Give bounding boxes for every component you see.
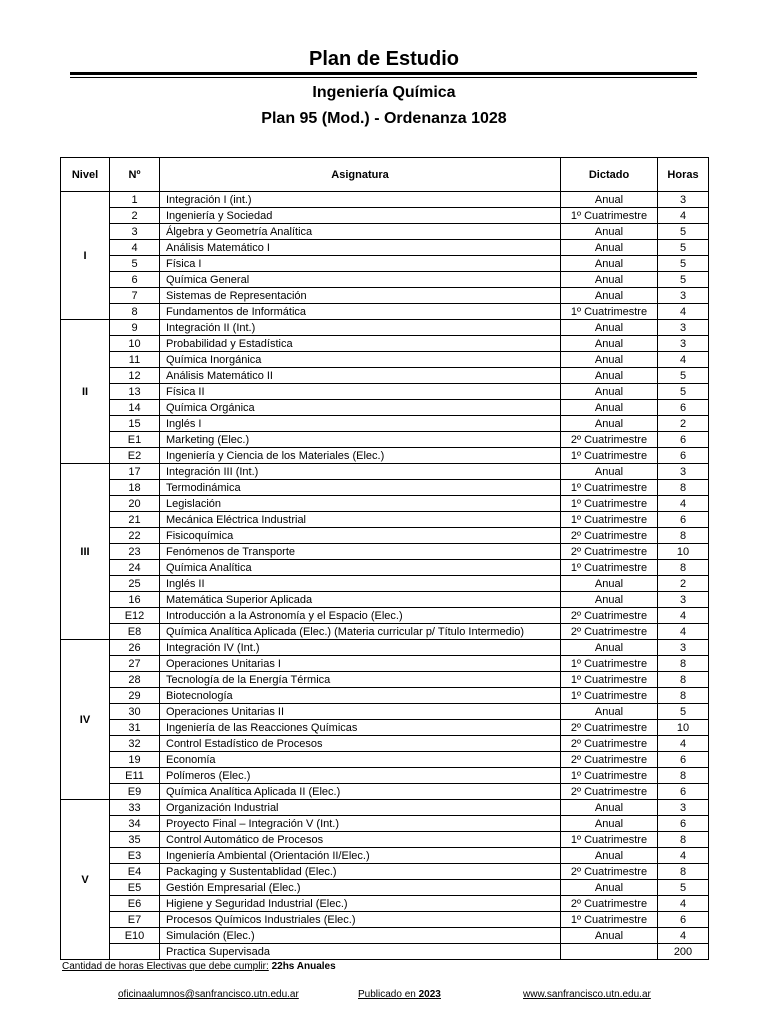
- subject-name: Química General: [160, 272, 561, 288]
- subject-schedule: Anual: [561, 816, 658, 832]
- subject-name: Biotecnología: [160, 688, 561, 704]
- subject-hours: 4: [658, 928, 709, 944]
- subject-schedule: Anual: [561, 224, 658, 240]
- subject-hours: 3: [658, 800, 709, 816]
- subject-schedule: Anual: [561, 592, 658, 608]
- subject-number: 23: [110, 544, 160, 560]
- subject-schedule: Anual: [561, 464, 658, 480]
- subject-number: 6: [110, 272, 160, 288]
- subject-hours: 3: [658, 336, 709, 352]
- subject-name: Ingeniería y Ciencia de los Materiales (Elec.): [160, 448, 561, 464]
- subject-number: E7: [110, 912, 160, 928]
- table-row: [61, 304, 709, 320]
- subject-number: 24: [110, 560, 160, 576]
- subject-schedule: 1º Cuatrimestre: [561, 496, 658, 512]
- table-body: [61, 192, 709, 960]
- level-cell: IV: [61, 640, 110, 800]
- subject-name: Inglés I: [160, 416, 561, 432]
- table-row: [61, 640, 709, 656]
- published-year: 2023: [418, 989, 441, 1000]
- subject-schedule: Anual: [561, 384, 658, 400]
- subject-name: Polímeros (Elec.): [160, 768, 561, 784]
- subject-schedule: 2º Cuatrimestre: [561, 896, 658, 912]
- table-row: [61, 736, 709, 752]
- subject-hours: 5: [658, 368, 709, 384]
- electives-value: 22hs Anuales: [271, 961, 336, 972]
- subject-hours: 4: [658, 352, 709, 368]
- subject-number: 16: [110, 592, 160, 608]
- subject-hours: 6: [658, 816, 709, 832]
- subject-hours: 3: [658, 464, 709, 480]
- page-title: Plan de Estudio: [308, 48, 460, 70]
- subject-hours: 5: [658, 384, 709, 400]
- subject-schedule: 1º Cuatrimestre: [561, 304, 658, 320]
- subject-hours: 3: [658, 192, 709, 208]
- subject-hours: 6: [658, 784, 709, 800]
- subject-hours: 5: [658, 704, 709, 720]
- subject-name: Álgebra y Geometría Analítica: [160, 224, 561, 240]
- subject-hours: 4: [658, 624, 709, 640]
- subject-hours: 6: [658, 912, 709, 928]
- subject-number: 13: [110, 384, 160, 400]
- col-header-asignatura: Asignatura: [160, 158, 561, 192]
- subject-name: Packaging y Sustentablidad (Elec.): [160, 864, 561, 880]
- subject-number: 17: [110, 464, 160, 480]
- table-row: [61, 704, 709, 720]
- subject-hours: 4: [658, 208, 709, 224]
- published-label: Publicado en: [358, 989, 416, 1000]
- subject-number: 7: [110, 288, 160, 304]
- subject-number: 25: [110, 576, 160, 592]
- subject-name: Química Analítica Aplicada (Elec.) (Materia curricular p/ Título Intermedio): [160, 624, 561, 640]
- subject-number: 3: [110, 224, 160, 240]
- subject-number: 4: [110, 240, 160, 256]
- table-row: [61, 720, 709, 736]
- subject-schedule: [561, 944, 658, 960]
- subject-name: Higiene y Seguridad Industrial (Elec.): [160, 896, 561, 912]
- subject-number: 20: [110, 496, 160, 512]
- subject-schedule: Anual: [561, 928, 658, 944]
- col-header-horas: Horas: [658, 158, 709, 192]
- subject-name: Procesos Químicos Industriales (Elec.): [160, 912, 561, 928]
- subject-name: Marketing (Elec.): [160, 432, 561, 448]
- subject-name: Inglés II: [160, 576, 561, 592]
- subject-number: E12: [110, 608, 160, 624]
- table-row: [61, 512, 709, 528]
- subject-hours: 5: [658, 240, 709, 256]
- subject-schedule: 2º Cuatrimestre: [561, 864, 658, 880]
- subject-name: Física II: [160, 384, 561, 400]
- table-row: [61, 880, 709, 896]
- table-row: [61, 320, 709, 336]
- subject-schedule: Anual: [561, 288, 658, 304]
- subject-schedule: 1º Cuatrimestre: [561, 208, 658, 224]
- subject-schedule: Anual: [561, 704, 658, 720]
- table-row: [61, 384, 709, 400]
- website-link[interactable]: www.sanfrancisco.utn.edu.ar: [523, 989, 651, 1000]
- subject-name: Ingeniería de las Reacciones Químicas: [160, 720, 561, 736]
- subject-number: 31: [110, 720, 160, 736]
- electives-note: [62, 961, 336, 972]
- subject-schedule: 1º Cuatrimestre: [561, 912, 658, 928]
- subject-schedule: 2º Cuatrimestre: [561, 784, 658, 800]
- subject-hours: 8: [658, 560, 709, 576]
- subject-number: 21: [110, 512, 160, 528]
- subject-number: 11: [110, 352, 160, 368]
- subject-schedule: 2º Cuatrimestre: [561, 736, 658, 752]
- table-row: [61, 544, 709, 560]
- subject-name: Tecnología de la Energía Térmica: [160, 672, 561, 688]
- subject-name: Operaciones Unitarias II: [160, 704, 561, 720]
- subject-name: Ingeniería Ambiental (Orientación II/Elec.): [160, 848, 561, 864]
- subject-name: Fisicoquímica: [160, 528, 561, 544]
- subject-number: 18: [110, 480, 160, 496]
- subject-schedule: Anual: [561, 368, 658, 384]
- table-row: [61, 192, 709, 208]
- subject-number: 19: [110, 752, 160, 768]
- table-row: [61, 928, 709, 944]
- career-title: Ingeniería Química: [312, 84, 456, 101]
- subject-name: Análisis Matemático I: [160, 240, 561, 256]
- subject-hours: 2: [658, 416, 709, 432]
- subject-hours: 4: [658, 496, 709, 512]
- subject-number: 28: [110, 672, 160, 688]
- subject-number: 10: [110, 336, 160, 352]
- col-header-nivel: Nivel: [61, 158, 110, 192]
- table-row: [61, 352, 709, 368]
- subject-schedule: 2º Cuatrimestre: [561, 752, 658, 768]
- subject-name: Integración II (Int.): [160, 320, 561, 336]
- subject-name: Análisis Matemático II: [160, 368, 561, 384]
- subject-hours: 8: [658, 832, 709, 848]
- subject-number: [110, 944, 160, 960]
- title-rule-thick: [70, 72, 697, 75]
- subject-name: Integración I (int.): [160, 192, 561, 208]
- table-row: [61, 272, 709, 288]
- subject-number: E6: [110, 896, 160, 912]
- table-row: [61, 656, 709, 672]
- table-row: [61, 944, 709, 960]
- subject-schedule: Anual: [561, 640, 658, 656]
- subject-number: 9: [110, 320, 160, 336]
- subject-number: E8: [110, 624, 160, 640]
- subject-hours: 4: [658, 304, 709, 320]
- subject-name: Química Analítica Aplicada II (Elec.): [160, 784, 561, 800]
- table-row: [61, 832, 709, 848]
- subject-name: Probabilidad y Estadística: [160, 336, 561, 352]
- subject-name: Integración IV (Int.): [160, 640, 561, 656]
- table-row: [61, 208, 709, 224]
- table-row: [61, 576, 709, 592]
- subject-hours: 3: [658, 288, 709, 304]
- subject-number: 29: [110, 688, 160, 704]
- subject-number: E1: [110, 432, 160, 448]
- subject-hours: 3: [658, 592, 709, 608]
- subject-hours: 3: [658, 320, 709, 336]
- table-row: [61, 224, 709, 240]
- table-row: [61, 416, 709, 432]
- subject-number: E5: [110, 880, 160, 896]
- subject-name: Sistemas de Representación: [160, 288, 561, 304]
- level-cell: I: [61, 192, 110, 320]
- subject-schedule: Anual: [561, 352, 658, 368]
- study-plan-table: [60, 157, 709, 960]
- subject-number: 8: [110, 304, 160, 320]
- table-row: [61, 368, 709, 384]
- subject-name: Introducción a la Astronomía y el Espacio (Elec.): [160, 608, 561, 624]
- subject-schedule: 1º Cuatrimestre: [561, 560, 658, 576]
- table-row: [61, 912, 709, 928]
- published-note: [358, 989, 441, 1000]
- col-header-numero: Nº: [110, 158, 160, 192]
- col-header-dictado: Dictado: [561, 158, 658, 192]
- subject-hours: 5: [658, 256, 709, 272]
- table-row: [61, 432, 709, 448]
- subject-name: Fundamentos de Informática: [160, 304, 561, 320]
- table-row: [61, 288, 709, 304]
- subject-hours: 3: [658, 640, 709, 656]
- subject-number: 27: [110, 656, 160, 672]
- subject-hours: 2: [658, 576, 709, 592]
- subject-hours: 6: [658, 752, 709, 768]
- subject-hours: 6: [658, 448, 709, 464]
- subject-schedule: 1º Cuatrimestre: [561, 656, 658, 672]
- subject-name: Simulación (Elec.): [160, 928, 561, 944]
- subject-name: Gestión Empresarial (Elec.): [160, 880, 561, 896]
- subject-hours: 200: [658, 944, 709, 960]
- subject-name: Control Automático de Procesos: [160, 832, 561, 848]
- subject-name: Organización Industrial: [160, 800, 561, 816]
- subject-hours: 4: [658, 608, 709, 624]
- subject-name: Proyecto Final – Integración V (Int.): [160, 816, 561, 832]
- table-row: [61, 752, 709, 768]
- subject-number: E10: [110, 928, 160, 944]
- subject-hours: 8: [658, 528, 709, 544]
- subject-number: 22: [110, 528, 160, 544]
- table-row: [61, 560, 709, 576]
- subject-hours: 8: [658, 656, 709, 672]
- table-row: [61, 256, 709, 272]
- table-header-row: [61, 158, 709, 192]
- table-row: [61, 464, 709, 480]
- subject-schedule: 2º Cuatrimestre: [561, 720, 658, 736]
- table-row: [61, 816, 709, 832]
- subject-hours: 4: [658, 736, 709, 752]
- subject-schedule: 2º Cuatrimestre: [561, 528, 658, 544]
- subject-name: Química Inorgánica: [160, 352, 561, 368]
- subject-name: Matemática Superior Aplicada: [160, 592, 561, 608]
- subject-schedule: 1º Cuatrimestre: [561, 688, 658, 704]
- subject-hours: 6: [658, 512, 709, 528]
- subject-hours: 4: [658, 848, 709, 864]
- table-row: [61, 480, 709, 496]
- subject-number: E4: [110, 864, 160, 880]
- table-row: [61, 496, 709, 512]
- subject-schedule: 2º Cuatrimestre: [561, 432, 658, 448]
- subject-number: E3: [110, 848, 160, 864]
- subject-schedule: 1º Cuatrimestre: [561, 768, 658, 784]
- subject-hours: 8: [658, 672, 709, 688]
- subject-number: 14: [110, 400, 160, 416]
- table-row: [61, 448, 709, 464]
- subject-schedule: Anual: [561, 400, 658, 416]
- table-row: [61, 528, 709, 544]
- subject-schedule: 1º Cuatrimestre: [561, 672, 658, 688]
- subject-schedule: Anual: [561, 576, 658, 592]
- subject-hours: 8: [658, 688, 709, 704]
- subject-number: 32: [110, 736, 160, 752]
- subject-schedule: 1º Cuatrimestre: [561, 480, 658, 496]
- subject-number: E2: [110, 448, 160, 464]
- table-row: [61, 400, 709, 416]
- subject-number: 30: [110, 704, 160, 720]
- subject-name: Ingeniería y Sociedad: [160, 208, 561, 224]
- subject-name: Legislación: [160, 496, 561, 512]
- plan-title: Plan 95 (Mod.) - Ordenanza 1028: [261, 110, 507, 127]
- subject-schedule: Anual: [561, 800, 658, 816]
- subject-number: 15: [110, 416, 160, 432]
- subject-schedule: 2º Cuatrimestre: [561, 544, 658, 560]
- subject-schedule: Anual: [561, 336, 658, 352]
- subject-name: Química Orgánica: [160, 400, 561, 416]
- subject-schedule: Anual: [561, 880, 658, 896]
- subject-schedule: Anual: [561, 320, 658, 336]
- subject-schedule: 2º Cuatrimestre: [561, 608, 658, 624]
- subject-name: Practica Supervisada: [160, 944, 561, 960]
- subject-name: Fenómenos de Transporte: [160, 544, 561, 560]
- subject-hours: 8: [658, 768, 709, 784]
- subject-name: Operaciones Unitarias I: [160, 656, 561, 672]
- subject-hours: 5: [658, 272, 709, 288]
- subject-number: 12: [110, 368, 160, 384]
- subject-number: E11: [110, 768, 160, 784]
- subject-hours: 5: [658, 224, 709, 240]
- table-row: [61, 848, 709, 864]
- table-row: [61, 672, 709, 688]
- subject-hours: 4: [658, 896, 709, 912]
- subject-name: Control Estadístico de Procesos: [160, 736, 561, 752]
- table-row: [61, 784, 709, 800]
- subject-schedule: 2º Cuatrimestre: [561, 624, 658, 640]
- subject-schedule: Anual: [561, 240, 658, 256]
- subject-number: 34: [110, 816, 160, 832]
- subject-number: 1: [110, 192, 160, 208]
- subject-name: Física I: [160, 256, 561, 272]
- subject-hours: 10: [658, 720, 709, 736]
- level-cell: V: [61, 800, 110, 960]
- table-row: [61, 624, 709, 640]
- subject-number: 5: [110, 256, 160, 272]
- subject-hours: 8: [658, 864, 709, 880]
- table-row: [61, 592, 709, 608]
- subject-hours: 10: [658, 544, 709, 560]
- subject-number: 35: [110, 832, 160, 848]
- level-cell: III: [61, 464, 110, 640]
- subject-schedule: 1º Cuatrimestre: [561, 832, 658, 848]
- subject-hours: 6: [658, 432, 709, 448]
- table-row: [61, 864, 709, 880]
- subject-number: 2: [110, 208, 160, 224]
- subject-schedule: Anual: [561, 848, 658, 864]
- level-cell: II: [61, 320, 110, 464]
- subject-number: 33: [110, 800, 160, 816]
- subject-schedule: 1º Cuatrimestre: [561, 448, 658, 464]
- subject-name: Integración III (Int.): [160, 464, 561, 480]
- table-row: [61, 688, 709, 704]
- subject-number: 26: [110, 640, 160, 656]
- table-row: [61, 240, 709, 256]
- subject-name: Economía: [160, 752, 561, 768]
- subject-schedule: Anual: [561, 416, 658, 432]
- subject-schedule: Anual: [561, 192, 658, 208]
- table-row: [61, 800, 709, 816]
- subject-name: Mecánica Eléctrica Industrial: [160, 512, 561, 528]
- subject-number: E9: [110, 784, 160, 800]
- table-row: [61, 768, 709, 784]
- table-row: [61, 336, 709, 352]
- table-row: [61, 896, 709, 912]
- subject-hours: 8: [658, 480, 709, 496]
- email-link[interactable]: oficinaalumnos@sanfrancisco.utn.edu.ar: [118, 989, 299, 1000]
- subject-hours: 6: [658, 400, 709, 416]
- electives-label: Cantidad de horas Electivas que debe cumplir:: [62, 961, 269, 972]
- title-rule-thin: [70, 77, 697, 78]
- table-row: [61, 608, 709, 624]
- subject-name: Química Analítica: [160, 560, 561, 576]
- subject-hours: 5: [658, 880, 709, 896]
- subject-name: Termodinámica: [160, 480, 561, 496]
- subject-schedule: Anual: [561, 272, 658, 288]
- subject-schedule: Anual: [561, 256, 658, 272]
- subject-schedule: 1º Cuatrimestre: [561, 512, 658, 528]
